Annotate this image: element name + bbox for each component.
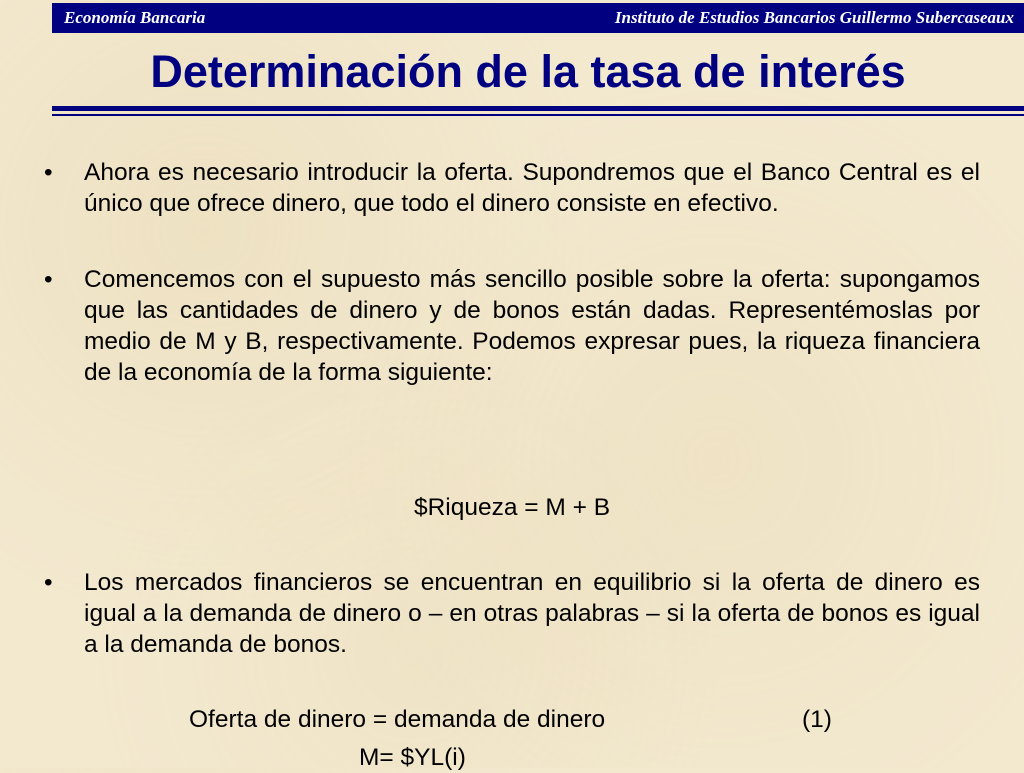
header-bar (52, 3, 1024, 33)
bullet-text: Ahora es necesario introducir la oferta. Supondremos que el Banco Central es el único que ofrece dinero, que todo el dinero consiste en efectivo. (84, 159, 980, 217)
title-divider-thick (52, 106, 1024, 111)
money-demand-formula: M= $YL(i) (359, 744, 466, 771)
slide-title: Determinación de la tasa de interés (150, 46, 906, 97)
bullet-text: Comencemos con el supuesto más sencillo posible sobre la oferta: supongamos que las cantidades de dinero y de bonos están dadas. Representémoslas por medio de M y B, respectivamente. Podemos expresar pues, la riqueza financiera de la economía de la forma siguiente: (84, 266, 980, 386)
header-course-name: Economía Bancaria (64, 8, 206, 27)
equation-number: (1) (802, 706, 832, 733)
bullet-item (40, 567, 980, 660)
slide-body-lower (40, 567, 980, 660)
bullet-marker: • (44, 266, 53, 293)
bullet-marker: • (44, 569, 53, 596)
header-institution-name: Instituto de Estudios Bancarios Guillermo Subercaseaux (614, 8, 1014, 27)
bullet-item (40, 264, 980, 388)
money-equilibrium-equation: Oferta de dinero = demanda de dinero (189, 706, 606, 733)
wealth-equation: $Riqueza = M + B (413, 494, 611, 521)
bullet-marker: • (44, 159, 53, 186)
slide-body (40, 157, 980, 388)
bullet-item (40, 157, 980, 219)
bullet-text: Los mercados financieros se encuentran en equilibrio si la oferta de dinero es igual a la demanda de dinero o – en otras palabras – si la oferta de bonos es igual a la demanda de bonos. (84, 569, 980, 658)
title-divider-thin (52, 114, 1024, 116)
